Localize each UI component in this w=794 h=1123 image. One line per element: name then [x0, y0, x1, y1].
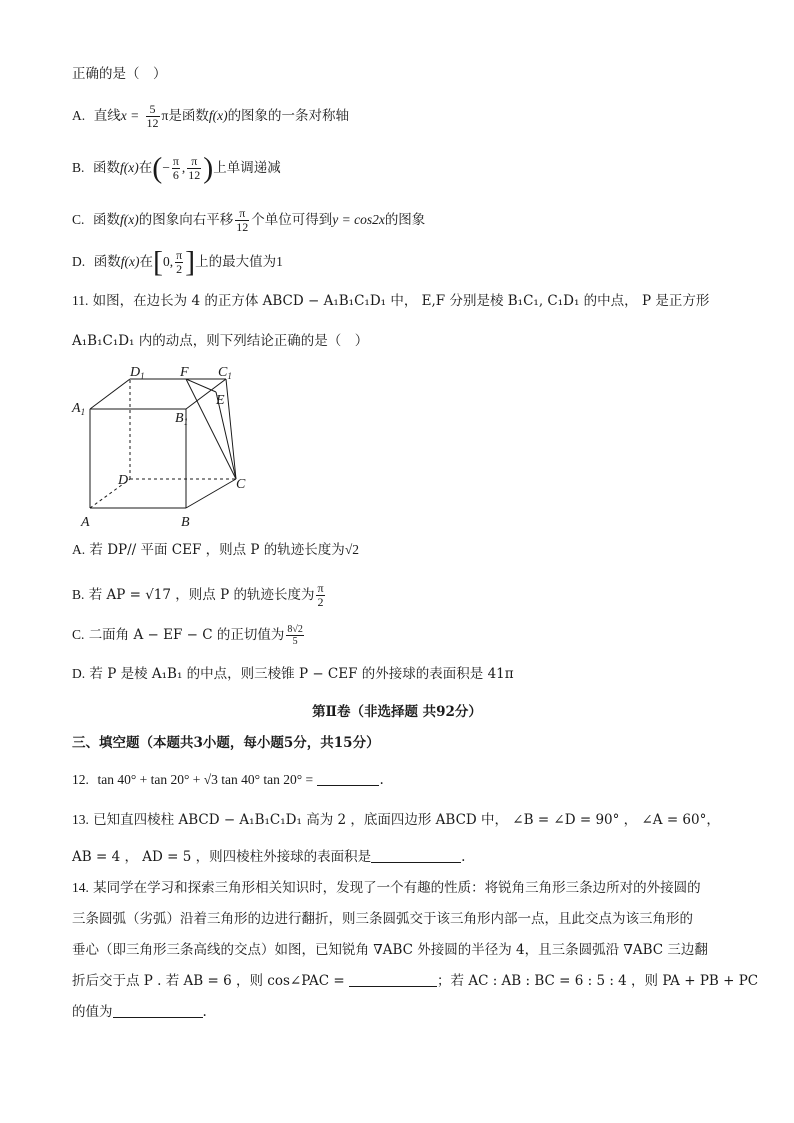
q13-line2: AB = 4 ， AD = 5 ，则四棱柱外接球的表面积是 . [72, 849, 466, 865]
q10-stem-end: 正确的是（ ） [72, 66, 167, 82]
label-d: D [118, 473, 129, 488]
edge-b-c [186, 479, 236, 508]
q12: 12. tan 40° + tan 20° + √3 tan 40° tan 20° = . [72, 772, 384, 788]
q11-option-a: A. 若 DP// 平面 CEF ，则点 P 的轨迹长度为√2 [72, 542, 359, 558]
label-d1: $D_1$ [130, 365, 145, 381]
label-c1: $C_1$ [218, 365, 232, 381]
edge-c1-c [226, 379, 236, 479]
segment-f-c [186, 379, 236, 479]
q14-line3: 垂心（即三角形三条高线的交点）如图，已知锐角 ∇ABC 外接圆的半径为 4，且三条圆弧沿 ∇ABC 三边翻 [72, 942, 708, 958]
edge-a1-d1 [90, 379, 130, 409]
q14-line5: 的值为 . [72, 1004, 207, 1020]
q11-stem-line2: A₁B₁C₁D₁ 内的动点，则下列结论正确的是（ ） [72, 333, 369, 349]
label-a1: $A_1$ [72, 401, 86, 417]
answer-blank[interactable] [371, 848, 461, 863]
q10-option-d: D. 函数f(x)在[0, $\frac{\pi}{2}$ ]上的最大值为1 [72, 245, 283, 279]
part-three-heading: 三、填空题（本题共3小题，每小题5分，共15分） [72, 735, 380, 751]
answer-blank-cos[interactable] [349, 972, 437, 987]
label-a: A [81, 515, 90, 530]
answer-blank-sum[interactable] [113, 1003, 203, 1018]
q14-line2: 三条圆弧（劣弧）沿着三角形的边进行翻折，则三条圆弧交于该三角形内部一点，且此交点为该三角形的 [72, 911, 693, 927]
q11-option-d: D. 若 P 是棱 A₁B₁ 的中点，则三棱锥 P − CEF 的外接球的表面积是 41π [72, 666, 514, 682]
label-c: C [236, 477, 246, 492]
label-b: B [181, 515, 190, 530]
q14-line4: 折后交于点 P . 若 AB = 6 ，则 cos∠PAC = ；若 AC : AB : BC = 6 : 5 : 4 ，则 PA + PB + PC [72, 973, 759, 989]
q11-option-b: B. 若 AP = √17 ，则点 P 的轨迹长度为 $\frac{\pi}{2}$ [72, 581, 324, 609]
label-e: E [216, 393, 225, 408]
q10-option-a: A. 直线x = $\frac{5}{12}$ π是函数f(x)的图象的一条对称轴 [72, 102, 350, 130]
cube-figure [70, 362, 260, 532]
q11-option-c: C. 二面角 A − EF − C 的正切值为 $\frac{8√2}{5}$ [72, 624, 303, 647]
q10-option-c: C. 函数f(x)的图象向右平移 $\frac{\pi}{12}$ 个单位可得到y = cos2x的图象 [72, 206, 426, 234]
label-f: F [180, 365, 189, 380]
q10-option-b: B. 函数f(x)在(− $\frac{\pi}{6}$ , $\frac{\pi}{12}$ )上单调递减 [72, 151, 281, 185]
fraction: $\frac{5}{12}$ [146, 102, 159, 130]
answer-blank[interactable] [317, 771, 379, 786]
label-b1: $B_1$ [175, 411, 189, 427]
segment-f-e [186, 379, 216, 392]
q14-line1: 14. 某同学在学习和探索三角形相关知识时，发现了一个有趣的性质：将锐角三角形三条边所对的外接圆的 [72, 880, 701, 896]
section-title: 第Ⅱ卷（非选择题 共92分） [312, 704, 482, 720]
q11-stem-line1: 11. 如图，在边长为 4 的正方体 ABCD − A₁B₁C₁D₁ 中， E,F 分别是棱 B₁C₁, C₁D₁ 的中点， P 是正方形 [72, 293, 710, 309]
q13-line1: 13. 已知直四棱柱 ABCD − A₁B₁C₁D₁ 高为 2 ，底面四边形 ABCD 中， ∠B = ∠D = 90° ， ∠A = 60°， [72, 812, 720, 828]
